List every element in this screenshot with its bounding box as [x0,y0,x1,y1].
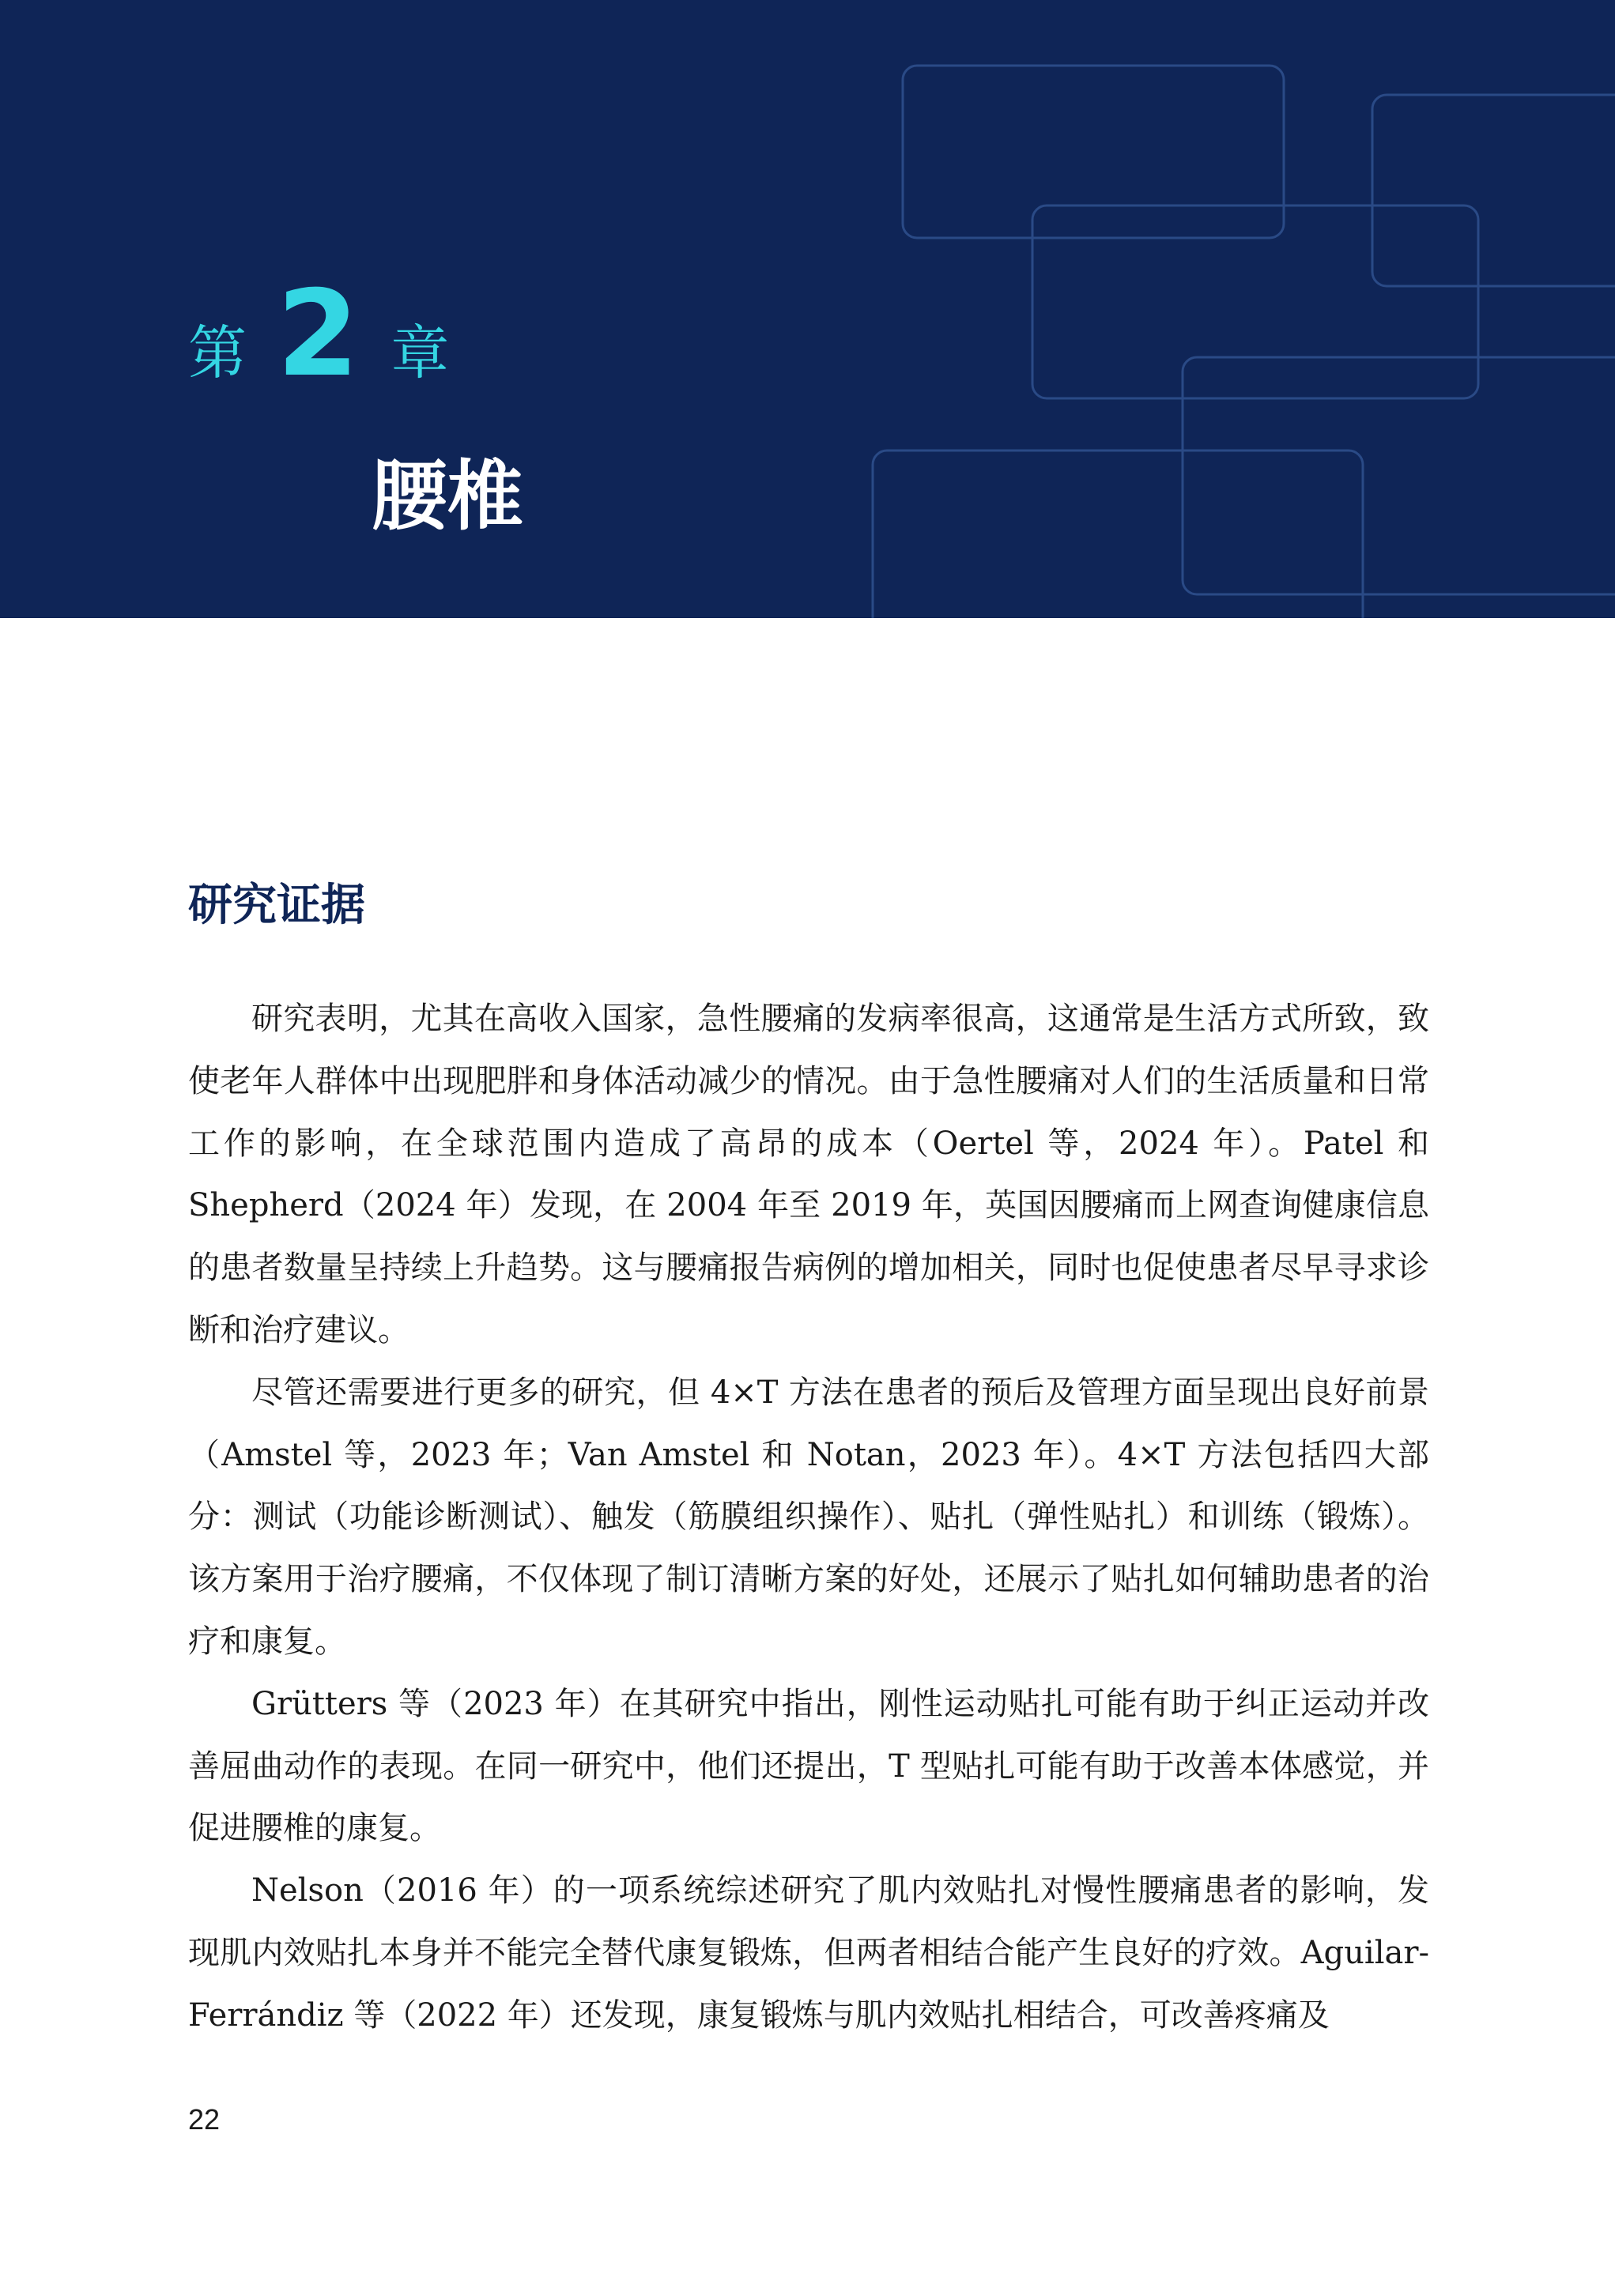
chapter-label [188,266,450,403]
deco-rect-2 [1032,205,1478,398]
paragraph: 尽管还需要进行更多的研究，但 4×T 方法在患者的预后及管理方面呈现出良好前景（Amstel 等，2023 年；Van Amstel 和 Notan，2023 年）。4×T 方法包括四大部分：测试（功能诊断测试）、触发（筋膜组织操作）、贴扎（弹性贴扎）和训练（锻炼）。该方案用于治疗腰痛，不仅体现了制订清晰方案的好处，还展示了贴扎如何辅助患者的治疗和康复。 [188,1374,1429,1660]
chapter-suffix: 章 [391,319,450,387]
paragraph: Nelson（2016 年）的一项系统综述研究了肌内效贴扎对慢性腰痛患者的影响，发现肌内效贴扎本身并不能完全替代康复锻炼，但两者相结合能产生良好的疗效。Aguilar-Ferrándiz 等（2022 年）还发现，康复锻炼与肌内效贴扎相结合，可改善疼痛及 [188,1872,1429,2034]
chapter-prefix: 第 [188,319,247,387]
deco-rect-3 [1372,95,1615,286]
deco-rect-1 [903,66,1284,238]
chapter-number: 2 [277,266,360,403]
chapter-title: 腰椎 [372,451,523,541]
body-text [188,988,1429,2047]
paragraph: 研究表明，尤其在高收入国家，急性腰痛的发病率很高，这通常是生活方式所致，致使老年人群体中出现肥胖和身体活动减少的情况。由于急性腰痛对人们的生活质量和日常工作的影响，在全球范围内造成了高昂的成本（Oertel 等，2024 年）。Patel 和 Shepherd（2024 年）发现，在 2004 年至 2019 年，英国因腰痛而上网查询健康信息的患者数量呈持续上升趋势。这与腰痛报告病例的增加相关，同时也促使患者尽早寻求诊断和治疗建议。 [188,1001,1429,1348]
deco-rect-5 [873,451,1363,618]
chapter-banner [0,0,1615,618]
section-heading: 研究证据 [188,880,365,931]
page-number: 22 [188,2103,221,2136]
paragraph: Grütters 等（2023 年）在其研究中指出，刚性运动贴扎可能有助于纠正运动并改善屈曲动作的表现。在同一研究中，他们还提出，T 型贴扎可能有助于改善本体感觉，并促进腰椎的康复。 [188,1685,1429,1847]
deco-rect-4 [1183,357,1615,594]
